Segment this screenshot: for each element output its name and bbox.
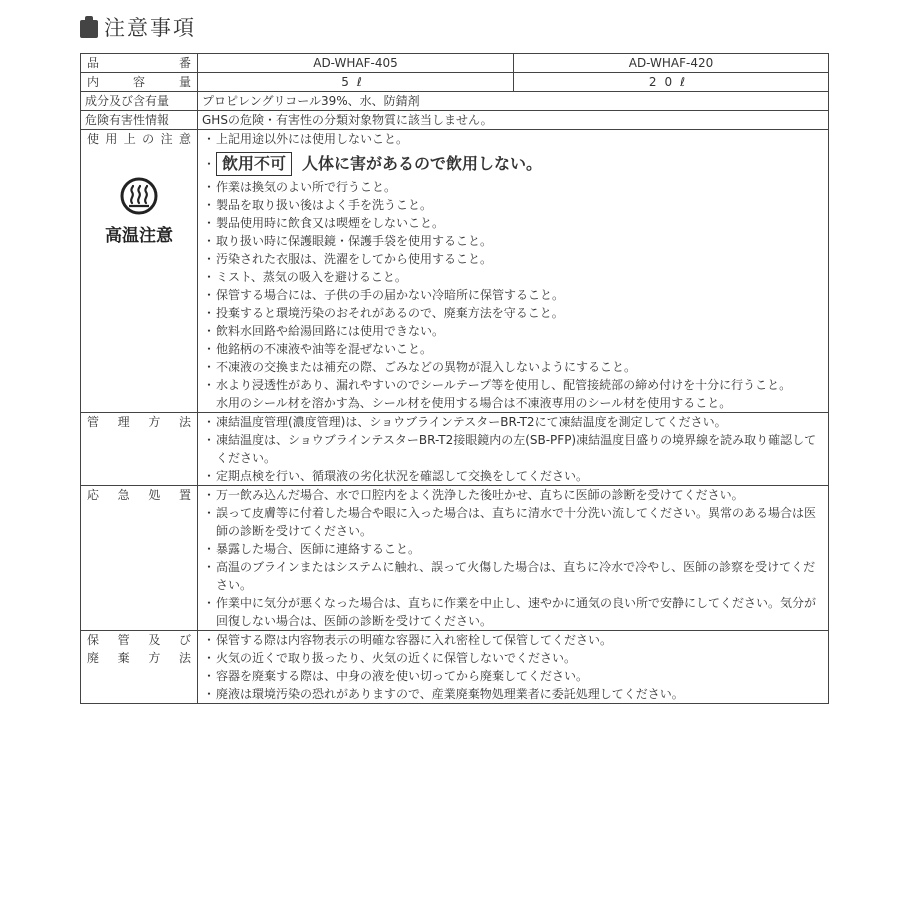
model-420: AD-WHAF-420 bbox=[514, 54, 829, 73]
list-item: ・ 製品を取り扱い後はよく手を洗うこと。 bbox=[202, 198, 433, 212]
list-item: ・ 凍結温度管理(濃度管理)は、ショウブラインテスターBR-T2にて凍結温度を測定してください。 bbox=[202, 415, 727, 429]
row-usage bbox=[81, 130, 829, 413]
no-drinking-badge: 飲用不可 bbox=[216, 152, 292, 176]
list-item: ・ 定期点検を行い、循環液の劣化状況を確認して交換をしてください。 bbox=[202, 469, 589, 483]
row-product bbox=[81, 54, 829, 73]
label-product: 品 番 bbox=[81, 54, 198, 73]
section-title bbox=[80, 12, 196, 42]
list-item: ・ ミスト、蒸気の吸入を避けること。 bbox=[202, 270, 407, 284]
list-item: ・ 廃液は環境汚染の恐れがありますので、産業廃棄物処理業者に委託処理してください。 bbox=[202, 687, 684, 701]
row-emergency bbox=[81, 486, 829, 631]
list-item: ・ 保管する際は内容物表示の明確な容器に入れ密栓して保管してください。 bbox=[202, 633, 613, 647]
no-drinking-warning: ・ 飲用不可 人体に害があるので飲用しない。 bbox=[202, 152, 824, 176]
capacity-420: 20ℓ bbox=[514, 73, 829, 92]
row-hazard bbox=[81, 111, 829, 130]
emergency-content bbox=[198, 486, 829, 631]
list-item-continuation: 水用のシール材を溶かす為、シール材を使用する場合は不凍液専用のシール材を使用すること。 bbox=[216, 396, 732, 410]
label-storage: 保 管 及 び 廃 棄 方 法 bbox=[81, 631, 198, 704]
list-item: ・ 凍結温度は、ショウブラインテスターBR-T2接眼鏡内の左(SB-PFP)凍結温度目盛りの境界線を読み取り確認してください。 bbox=[202, 433, 817, 465]
list-item: ・ 他銘柄の不凍液や油等を混ぜないこと。 bbox=[202, 342, 433, 356]
caution-table bbox=[80, 53, 829, 704]
model-405: AD-WHAF-405 bbox=[198, 54, 514, 73]
title-text: 注意事項 bbox=[104, 16, 196, 40]
list-item: ・ 容器を廃棄する際は、中身の液を使い切ってから廃棄してください。 bbox=[202, 669, 589, 683]
list-item: ・ 作業は換気のよい所で行うこと。 bbox=[202, 180, 397, 194]
list-item: ・ 取り扱い時に保護眼鏡・保護手袋を使用すること。 bbox=[202, 234, 493, 248]
list-item: ・ 不凍液の交換または補充の際、ごみなどの異物が混入しないようにすること。 bbox=[202, 360, 637, 374]
list-item: ・ 作業中に気分が悪くなった場合は、直ちに作業を中止し、速やかに通気の良い所で安静にしてください。気分が回復しない場合は、医師の診断を受けてください。 bbox=[202, 596, 817, 628]
ingredients-value: プロピレングリコール39%、水、防錆剤 bbox=[198, 92, 829, 111]
row-ingredients bbox=[81, 92, 829, 111]
label-capacity: 内 容 量 bbox=[81, 73, 198, 92]
list-item: ・ 上記用途以外には使用しないこと。 bbox=[202, 132, 409, 146]
row-management bbox=[81, 413, 829, 486]
capacity-405: 5ℓ bbox=[198, 73, 514, 92]
hazard-value: GHSの危険・有害性の分類対象物質に該当しません。 bbox=[198, 111, 829, 130]
list-item: ・ 暴露した場合、医師に連絡すること。 bbox=[202, 542, 421, 556]
list-item: ・ 火気の近くで取り扱ったり、火気の近くに保管しないでください。 bbox=[202, 651, 577, 665]
list-item: ・ 誤って皮膚等に付着した場合や眼に入った場合は、直ちに清水で十分洗い流してください。異常のある場合は医師の診断を受けてください。 bbox=[202, 506, 817, 538]
hot-surface-icon bbox=[119, 176, 159, 216]
list-item: ・ 高温のブラインまたはシステムに触れ、誤って火傷した場合は、直ちに冷水で冷やし、医師の診察を受けてください。 bbox=[202, 560, 816, 592]
list-item: ・ 飲料水回路や給湯回路には使用できない。 bbox=[202, 324, 445, 338]
row-capacity bbox=[81, 73, 829, 92]
list-item: ・ 投棄すると環境汚染のおそれがあるので、廃棄方法を守ること。 bbox=[202, 306, 564, 320]
label-management: 管 理 方 法 bbox=[81, 413, 198, 486]
list-item: ・ 万一飲み込んだ場合、水で口腔内をよく洗浄した後吐かせ、直ちに医師の診断を受けてください。 bbox=[202, 488, 744, 502]
management-content bbox=[198, 413, 829, 486]
usage-content bbox=[198, 130, 829, 413]
label-emergency: 応 急 処 置 bbox=[81, 486, 198, 631]
label-usage: 使 用 上 の 注 意 高温注意 bbox=[81, 130, 198, 413]
no-drinking-text: 人体に害があるので飲用しない。 bbox=[302, 154, 543, 173]
list-item: ・ 保管する場合には、子供の手の届かない冷暗所に保管すること。 bbox=[202, 288, 565, 302]
row-storage bbox=[81, 631, 829, 704]
hot-caution-label: 高温注意 bbox=[105, 226, 173, 246]
list-item: ・ 製品使用時に飲食又は喫煙をしないこと。 bbox=[202, 216, 445, 230]
list-item: ・ 汚染された衣服は、洗濯をしてから使用すること。 bbox=[202, 252, 493, 266]
label-ingredients: 成分及び含有量 bbox=[81, 92, 198, 111]
storage-content bbox=[198, 631, 829, 704]
list-item: ・ 水より浸透性があり、漏れやすいのでシールテープ等を使用し、配管接続部の締め付けを十分に行うこと。 bbox=[202, 378, 792, 392]
label-hazard: 危険有害性情報 bbox=[81, 111, 198, 130]
hot-caution bbox=[85, 176, 193, 245]
bookmark-icon bbox=[80, 16, 98, 38]
